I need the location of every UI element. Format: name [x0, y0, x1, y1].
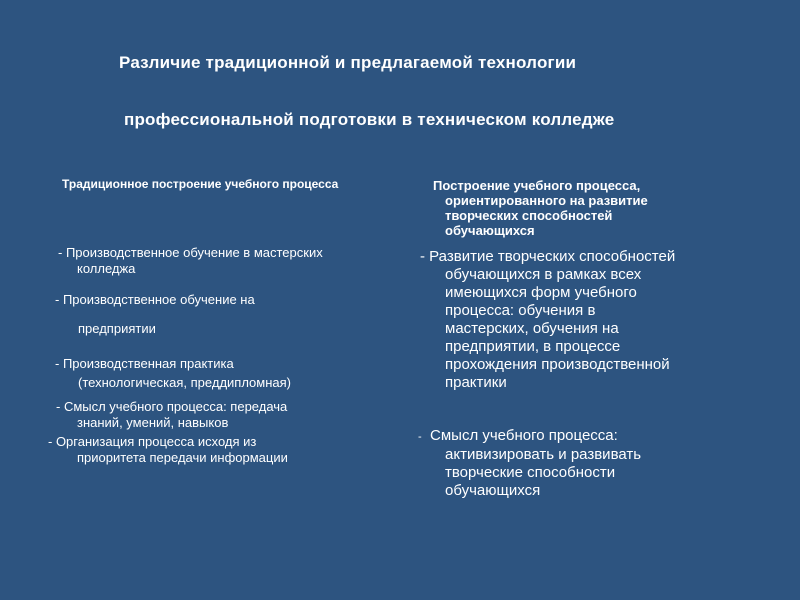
- right-column-heading: [433, 178, 733, 238]
- left-item-3-line-2: (технологическая, преддипломная): [78, 375, 292, 390]
- slide-title-line-2: профессиональной подготовки в техническом колледже: [124, 110, 615, 129]
- right-heading-line-2: ориентированного на развитие: [445, 193, 648, 208]
- left-item-2-line-1: - Производственное обучение на: [55, 292, 255, 307]
- right-item-1-line: процесса: обучения в: [445, 302, 596, 319]
- right-item-2-line: активизировать и развивать: [445, 446, 642, 463]
- left-item-3-line-1: - Производственная практика: [55, 356, 234, 371]
- right-item-1: [420, 248, 760, 392]
- right-item-1-line: практики: [445, 374, 507, 391]
- right-item-2-line: обучающихся: [445, 482, 541, 499]
- slide-title-line-1: Различие традиционной и предлагаемой технологии: [119, 53, 577, 72]
- left-item-1: [58, 245, 398, 277]
- right-item-1-line: мастерских, обучения на: [445, 320, 619, 337]
- left-item-4-line-2: знаний, умений, навыков: [77, 415, 229, 430]
- right-item-1-line: прохождения производственной: [445, 356, 670, 373]
- right-heading-line-3: творческих способностей: [445, 208, 613, 223]
- left-item-1-line-2: колледжа: [77, 261, 136, 276]
- right-heading-line-1: Построение учебного процесса,: [433, 178, 641, 193]
- left-item-2-line-2: предприятии: [78, 321, 156, 336]
- left-column-heading: Традиционное построение учебного процесса: [62, 177, 339, 191]
- right-item-1-line: обучающихся в рамках всех: [445, 266, 642, 283]
- right-item-2-dash: -: [418, 431, 422, 443]
- right-item-2-line: творческие способности: [445, 464, 616, 481]
- left-item-1-line-1: - Производственное обучение в мастерских: [58, 245, 323, 260]
- right-item-2: [418, 427, 738, 500]
- right-item-1-line: имеющихся форм учебного: [445, 284, 637, 301]
- left-item-5-line-1: - Организация процесса исходя из: [48, 434, 257, 449]
- left-item-5-line-2: приоритета передачи информации: [77, 450, 288, 465]
- right-item-2-lead: Смысл учебного процесса:: [430, 427, 618, 444]
- left-item-4-line-1: - Смысл учебного процесса: передача: [56, 399, 288, 414]
- right-heading-line-4: обучающихся: [445, 223, 535, 238]
- right-item-1-lead: - Развитие творческих способностей: [420, 248, 676, 265]
- left-item-4: [56, 399, 396, 431]
- right-item-1-line: предприятии, в процессе: [445, 338, 621, 355]
- left-item-5: [48, 434, 388, 466]
